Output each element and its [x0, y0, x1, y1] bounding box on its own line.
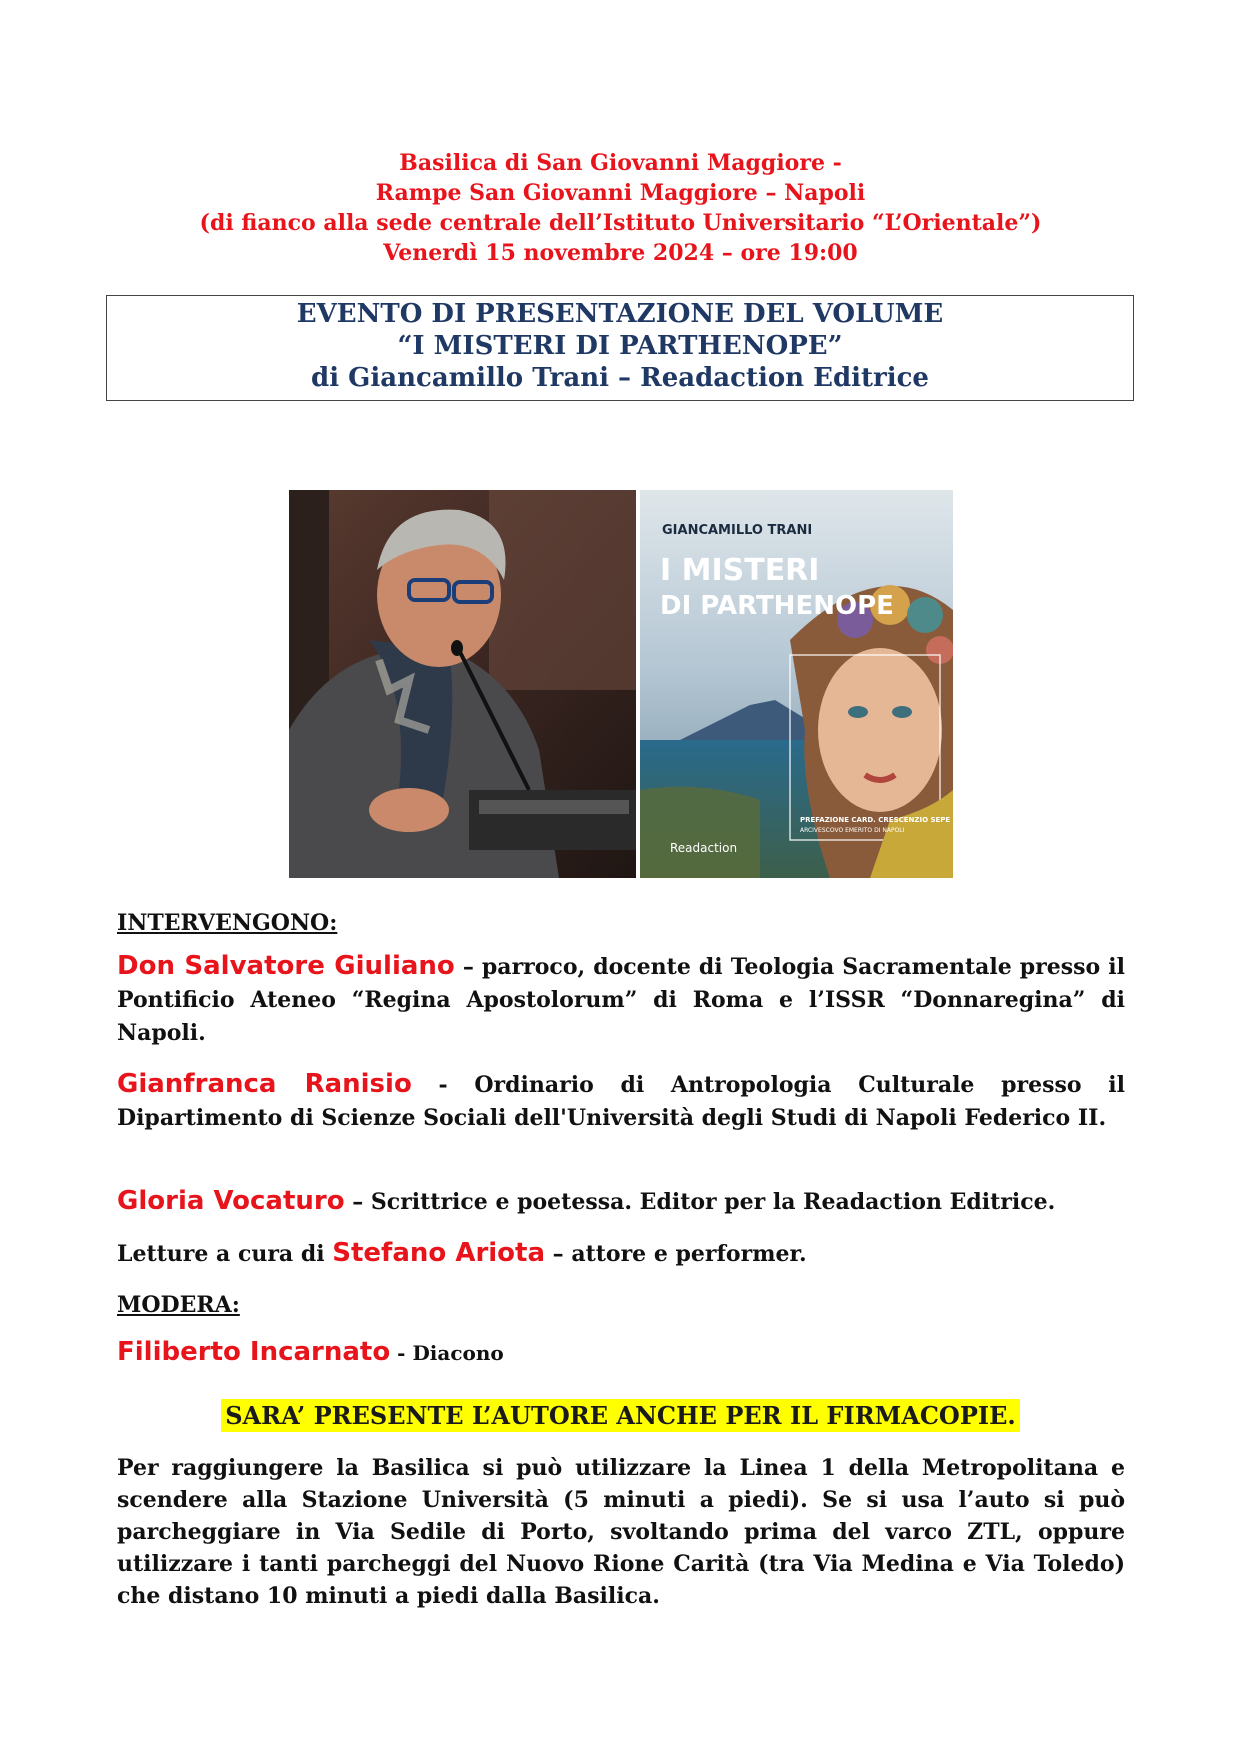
moderator-role: - Diacono	[390, 1341, 504, 1365]
speaker-2	[117, 1068, 1125, 1135]
letture-prefix: Letture a cura di	[117, 1241, 333, 1267]
speaker-desc: – Scrittrice e poetessa. Editor per la Readaction Editrice.	[344, 1189, 1056, 1215]
highlight-text: SARA’ PRESENTE L’AUTORE ANCHE PER IL FIRMACOPIE.	[221, 1399, 1020, 1432]
cover-preface: PREFAZIONE CARD. CRESCENZIO SEPE	[800, 816, 951, 824]
speaker-desc: - Ordinario di Antropologia Culturale presso il Dipartimento di Scienze Sociali dell'Università degli Studi di Napoli Federico II.	[117, 1072, 1125, 1131]
speaker-name: Don Salvatore Giuliano	[117, 951, 455, 981]
moderator-line	[117, 1336, 1125, 1370]
letture-suffix: – attore e performer.	[545, 1241, 807, 1267]
venue-note: (di fianco alla sede centrale dell’Istituto Universitario “L’Orientale”)	[199, 210, 1042, 236]
modera-heading: MODERA:	[117, 1292, 240, 1318]
moderator-name: Filiberto Incarnato	[117, 1337, 391, 1367]
book-author-publisher: di Giancamillo Trani – Readaction Editrice	[311, 363, 929, 393]
book-title: “I MISTERI DI PARTHENOPE”	[397, 331, 843, 361]
venue-name: Basilica di San Giovanni Maggiore -	[399, 150, 842, 176]
speaker-name: Gianfranca Ranisio	[117, 1069, 412, 1099]
event-title-box	[106, 295, 1134, 401]
cover-author: GIANCAMILLO TRANI	[662, 523, 813, 538]
venue-address: Rampe San Giovanni Maggiore – Napoli	[375, 180, 866, 206]
author-signing-notice	[0, 1401, 1241, 1430]
directions-paragraph: Per raggiungere la Basilica si può utilizzare la Linea 1 della Metropolitana e scendere alla Stazione Università (5 minuti a piedi). Se si usa l’auto si può parcheggiare in Via Sedile di Porto, svoltando prima del varco ZTL, oppure utilizzare i tanti parcheggi del Nuovo Rione Carità (tra Via Medina e Via Toledo) che distano 10 minuti a piedi dalla Basilica.	[117, 1455, 1125, 1609]
author-photo	[289, 490, 636, 878]
reader-name: Stefano Ariota	[332, 1238, 546, 1268]
cover-publisher: Readaction	[670, 841, 738, 855]
letture-line	[117, 1237, 1125, 1271]
speaker-desc: – parroco, docente di Teologia Sacramentale presso il Pontificio Ateneo “Regina Apostolorum” di Roma e l’ISSR “Donnaregina” di Napoli.	[117, 954, 1125, 1046]
book-cover-image	[640, 490, 953, 878]
speaker-3	[117, 1185, 1125, 1219]
venue-info	[0, 148, 1241, 268]
cover-title-2: DI PARTHENOPE	[660, 591, 894, 621]
intervengono-heading: INTERVENGONO:	[117, 910, 338, 936]
cover-preface-2: ARCIVESCOVO EMERITO DI NAPOLI	[800, 827, 905, 834]
event-title-line: EVENTO DI PRESENTAZIONE DEL VOLUME	[296, 299, 944, 329]
speaker-name: Gloria Vocaturo	[117, 1186, 345, 1216]
event-date: Venerdì 15 novembre 2024 – ore 19:00	[383, 240, 858, 266]
cover-title-1: I MISTERI	[660, 553, 820, 588]
speaker-1	[117, 950, 1125, 1050]
